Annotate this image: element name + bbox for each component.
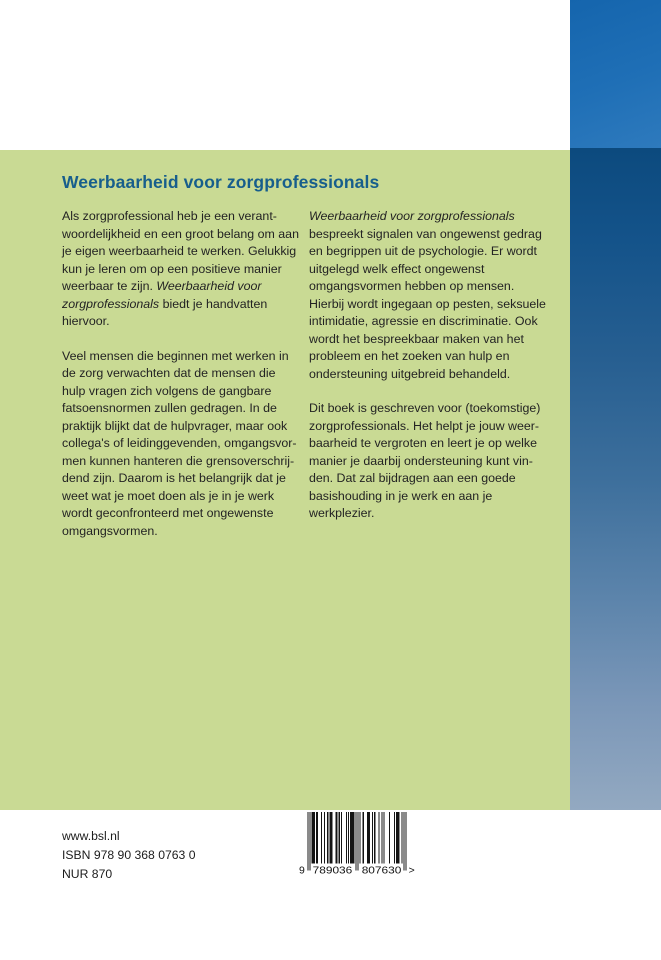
publisher-website: www.bsl.nl [62,829,120,843]
svg-text:807630: 807630 [361,865,402,877]
ean13-barcode [298,811,416,879]
publisher-info [62,827,196,884]
body-text-columns [62,208,546,557]
svg-text:9: 9 [299,865,305,877]
isbn-number: ISBN 978 90 368 0763 0 [62,848,196,862]
svg-text:789036: 789036 [312,865,353,877]
nur-code: NUR 870 [62,867,113,881]
svg-text:>: > [408,865,415,877]
footer [0,810,661,960]
body-paragraph: Dit boek is geschreven voor (toekomstige) zorgprofessionals. Het helpt je jouw weerbaarheid te vergroten en leert je op welke manier je daarbij ondersteuning kunt vinden. Dat zal bijdragen aan een goede basishouding in je werk en aan je werkplezier. [309,401,541,520]
body-paragraph: Als zorgprofessional heb je een verantwoordelijkheid en een groot belang om aan je eigen weerbaarheid te werken. Gelukkig kun je leren om op een positieve manier weerbaar te zijn. Weerbaarheid voor zorgprofessionals biedt je handvatten hiervoor. [62,209,299,328]
body-column-right [309,208,546,557]
body-paragraph: Weerbaarheid voor zorgprofessionals bespreekt signalen van ongewenst gedrag en begrippen uit de psychologie. Er wordt uitgelegd welk effect ongewenst omgangsvormen hebben op mensen. Hierbij wordt ingegaan op pesten, seksuele intimidatie, agressie en discriminatie. Ook wordt het bespreekbaar maken van het probleem en het zoeken van hulp en ondersteuning uitgebreid behandeld. [309,209,546,381]
sky-photo-strip [570,148,661,810]
book-title: Weerbaarheid voor zorgprofessionals [62,172,380,192]
sky-photo-strip-top [570,0,661,148]
body-column-left [62,208,299,557]
body-paragraph: Veel mensen die beginnen met werken in de zorg verwachten dat de mensen die hulp vragen zich volgens de gangbare fatsoensnormen zullen gedragen. In de praktijk blijkt dat de hulpvrager, maar ook collega's of leidinggevenden, omgangsvormen kunnen hanteren die grensoverschrijdend zijn. Daarom is het belangrijk dat je weet wat je moet doen als je in je werk wordt geconfronteerd met ongewenste omgangsvormen. [62,348,297,538]
